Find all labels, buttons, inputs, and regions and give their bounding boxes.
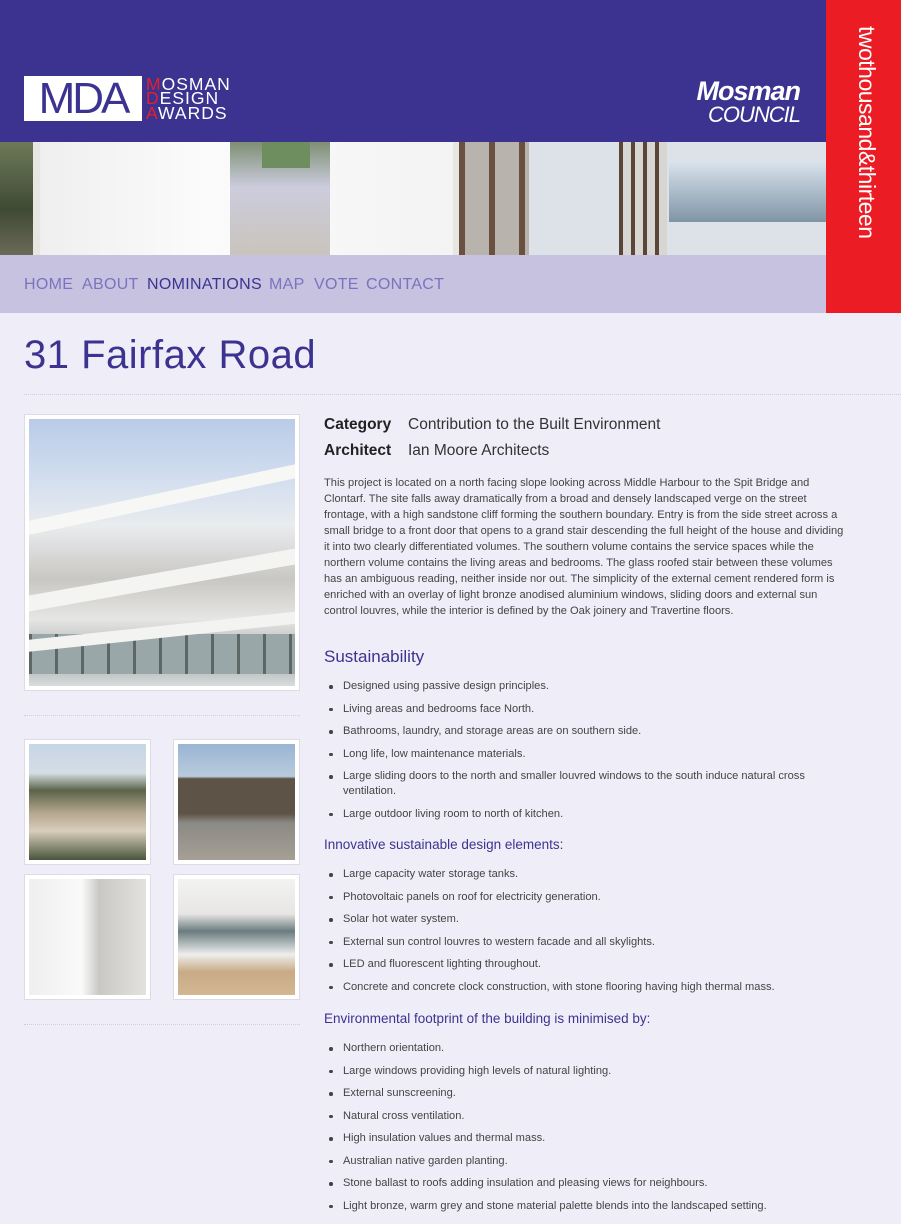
list-item: Solar hot water system. [324, 912, 834, 927]
banner-photo [40, 142, 453, 255]
architect-row [324, 442, 549, 460]
section-heading: Environmental footprint of the building is minimised by: [324, 1011, 651, 1026]
nav-map[interactable]: MAP [269, 276, 305, 293]
page-title: 31 Fairfax Road [24, 333, 317, 377]
list-item: Australian native garden planting. [324, 1154, 834, 1169]
gallery-thumbnail[interactable] [24, 739, 151, 865]
category-row [324, 416, 660, 434]
logo-word: AWARDS [146, 102, 228, 123]
logo-word: MOSMAN [146, 73, 231, 94]
nav-contact[interactable]: CONTACT [366, 276, 445, 293]
gallery-thumbnail[interactable] [173, 739, 300, 865]
year-banner-text: twothousand&thirteen [854, 26, 880, 239]
nav-vote[interactable]: VOTE [314, 276, 359, 293]
banner-photo [0, 142, 33, 255]
list-item: Northern orientation. [324, 1041, 834, 1056]
footprint-list [324, 1041, 834, 1221]
gallery-thumbnail[interactable] [173, 874, 300, 1000]
site-header [0, 0, 826, 142]
nav-about[interactable]: ABOUT [82, 276, 139, 293]
list-item: External sun control louvres to western facade and all skylights. [324, 935, 834, 950]
list-item: Living areas and bedrooms face North. [324, 702, 834, 717]
list-item: Large capacity water storage tanks. [324, 867, 834, 882]
list-item: External sunscreening. [324, 1086, 834, 1101]
main-project-photo[interactable] [24, 414, 300, 691]
list-item: Stone ballast to roofs adding insulation and pleasing views for neighbours. [324, 1176, 834, 1191]
list-item: LED and fluorescent lighting throughout. [324, 957, 834, 972]
project-description: This project is located on a north facing slope looking across Middle Harbour to the Spit Bridge and Clontarf. The site falls away dramatically from a broad and densely landscaped verge on the street frontage, with a high sandstone cliff forming the southern boundary. Entry is from the side street across a small bridge to a front door that opens to a grand stair descending the full height of the house and dividing it into two clearly differentiated volumes. The southern volume contains the service spaces while the northern volume contains the living areas and bedrooms. The glass roofed stair between these volumes has an ambiguous reading, neither inside nor out. The simplicity of the external cement rendered form is enriched with an overlay of light bronze anodised aluminium windows, sliding doors and external sun control louvres, while the interior is defined by the Oak joinery and Travertine floors. [324, 477, 844, 617]
category-label: Category [324, 416, 392, 433]
list-item: Large sliding doors to the north and smaller louvred windows to the south induce natural cross ventilation. [324, 769, 834, 799]
nav-nominations[interactable]: NOMINATIONS [147, 276, 263, 293]
council-logo-line2: COUNCIL [707, 102, 800, 127]
list-item: Light bronze, warm grey and stone material palette blends into the landscaped setting. [324, 1199, 834, 1214]
logo-word: DESIGN [146, 88, 220, 109]
list-item: Photovoltaic panels on roof for electricity generation. [324, 890, 834, 905]
mosman-council-logo[interactable] [696, 78, 800, 125]
list-item: Designed using passive design principles. [324, 679, 834, 694]
list-item: Bathrooms, laundry, and storage areas are on southern side. [324, 724, 834, 739]
divider [24, 1024, 300, 1025]
section-heading: Sustainability [324, 647, 425, 666]
divider [24, 394, 901, 395]
list-item: Natural cross ventilation. [324, 1109, 834, 1124]
design-elements-list [324, 867, 834, 1002]
architect-label: Architect [324, 442, 392, 459]
council-logo-line1: Mosman [696, 76, 800, 106]
sustainability-list [324, 679, 834, 829]
mda-logo[interactable] [24, 73, 231, 123]
section-heading: Innovative sustainable design elements: [324, 837, 564, 852]
list-item: High insulation values and thermal mass. [324, 1131, 834, 1146]
logo-words [146, 73, 231, 123]
banner-photo [459, 142, 826, 255]
list-item: Large outdoor living room to north of kitchen. [324, 807, 834, 822]
list-item: Long life, low maintenance materials. [324, 747, 834, 762]
architect-value: Ian Moore Architects [408, 442, 550, 459]
gallery-thumbnail[interactable] [24, 874, 151, 1000]
logo-abbreviation: MDA [24, 76, 142, 121]
divider [24, 715, 300, 716]
list-item: Concrete and concrete clock construction, with stone flooring having high thermal mass. [324, 980, 834, 995]
header-photo-strip [0, 142, 826, 255]
year-banner [826, 0, 901, 313]
main-nav [0, 255, 826, 313]
nav-home[interactable]: HOME [24, 276, 74, 293]
category-value: Contribution to the Built Environment [408, 416, 661, 433]
list-item: Large windows providing high levels of natural lighting. [324, 1064, 834, 1079]
